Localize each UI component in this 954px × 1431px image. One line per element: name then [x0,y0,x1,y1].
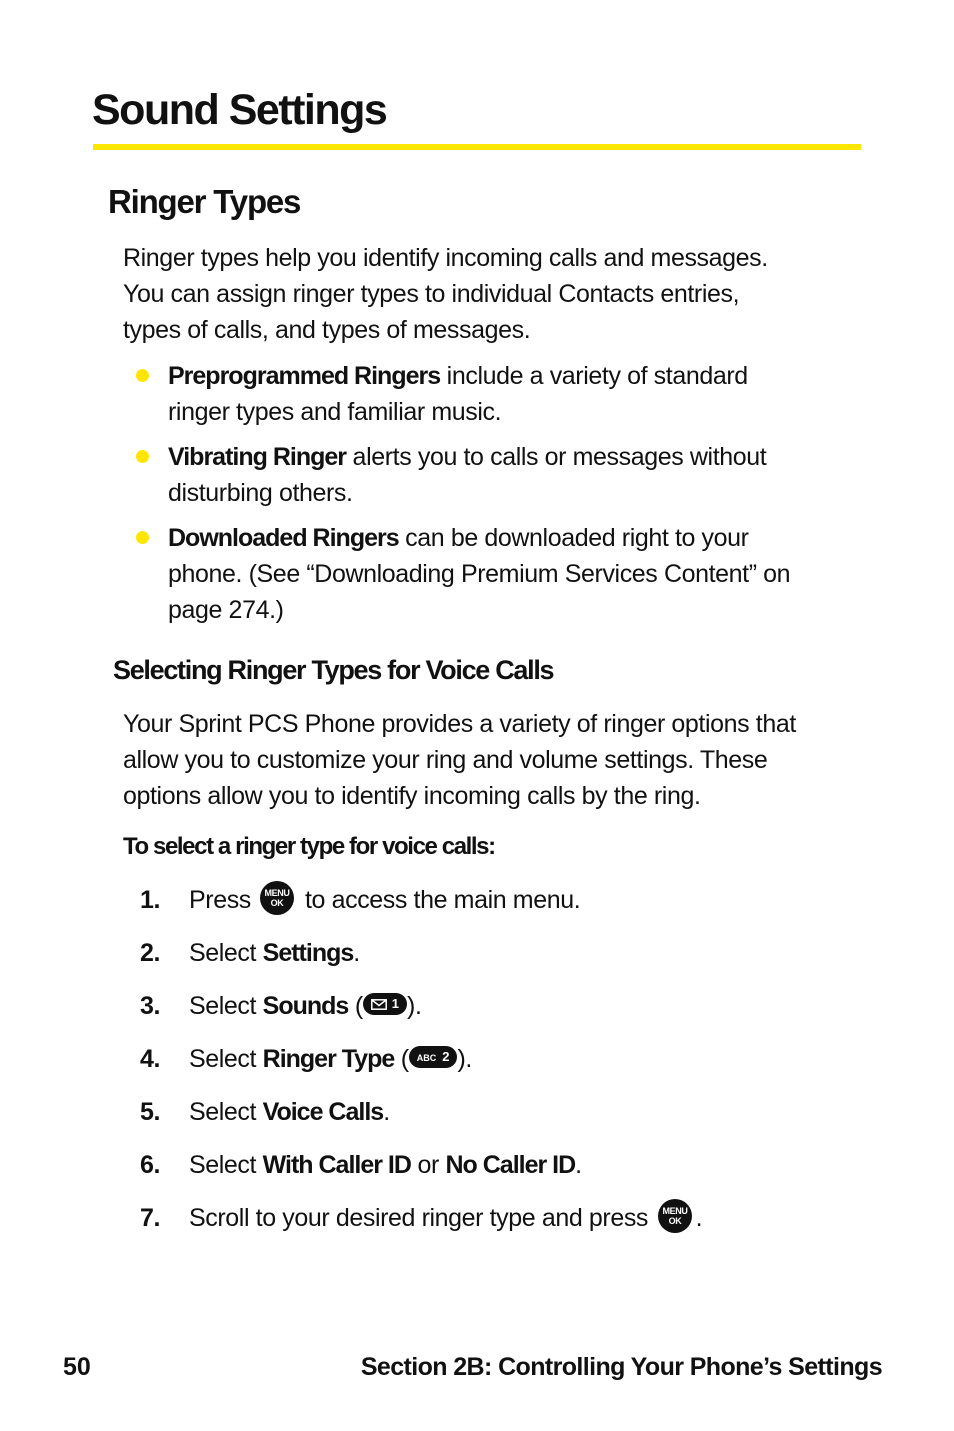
key-2-icon [409,1046,458,1068]
step-number: 4. [140,1045,161,1073]
step-text: . [575,1151,582,1179]
step-number: 1. [140,886,161,914]
step-2 [140,933,702,986]
ok-key-label: OK [271,898,284,909]
step-text: Scroll to your desired ringer type and press [189,1204,655,1232]
menu-ok-key-icon [658,1199,692,1233]
step-number: 3. [140,992,161,1020]
step-text: ). [407,992,422,1020]
step-text: Select [189,1045,263,1073]
step-text: Select [189,939,263,967]
step-number: 6. [140,1151,161,1179]
step-text: . [383,1098,390,1126]
bullet-term: Vibrating Ringer [168,443,347,471]
step-7 [140,1198,702,1251]
menu-item-name: With Caller ID [262,1151,411,1179]
paragraph-line: allow you to customize your ring and volume settings. These [123,746,768,774]
bullet-text: page 274.) [168,596,284,624]
bullet-term: Preprogrammed Ringers [168,362,441,390]
page-number: 50 [63,1353,91,1381]
bullet-text: disturbing others. [168,479,353,507]
procedure-lead-in: To select a ringer type for voice calls: [123,833,495,860]
step-text: to access the main menu. [298,886,581,914]
menu-item-name: No Caller ID [445,1151,576,1179]
step-text: Select [189,992,263,1020]
ringer-type-list [123,358,883,637]
bullet-text: phone. (See “Downloading Premium Services Content” on [168,560,791,588]
list-item [123,358,883,430]
bullet-term: Downloaded Ringers [168,524,399,552]
step-text: ). [457,1045,472,1073]
list-item [123,520,883,628]
page-title: Sound Settings [92,86,387,134]
section-heading: Ringer Types [108,183,301,220]
step-text: ( [394,1045,409,1073]
menu-item-name: Voice Calls [262,1098,384,1126]
intro-line: You can assign ringer types to individual Contacts entries, [123,280,740,308]
list-item [123,439,883,511]
bullet-text: include a variety of standard [440,362,748,390]
menu-item-name: Settings [262,939,354,967]
bullet-icon [136,450,149,463]
subsection-paragraph [123,706,883,814]
key-label: 2 [442,1049,450,1065]
menu-ok-key-icon [260,881,294,915]
bullet-text: can be downloaded right to your [398,524,749,552]
step-text: Select [189,1098,263,1126]
step-6 [140,1145,702,1198]
step-text: ( [348,992,363,1020]
bullet-text: ringer types and familiar music. [168,398,502,426]
step-text: . [695,1204,703,1232]
step-number: 7. [140,1204,161,1232]
paragraph-line: options allow you to identify incoming calls by the ring. [123,782,701,810]
step-text: Press [189,886,258,914]
bullet-text: alerts you to calls or messages without [346,443,767,471]
envelope-icon [371,999,387,1010]
menu-key-label: MENU [265,888,290,899]
key-1-icon [363,993,407,1015]
subsection-heading: Selecting Ringer Types for Voice Calls [113,655,554,685]
step-4 [140,1039,702,1092]
bullet-icon [136,369,149,382]
step-text: . [353,939,360,967]
step-number: 5. [140,1098,161,1126]
intro-line: Ringer types help you identify incoming calls and messages. [123,244,768,272]
step-text: or [410,1151,446,1179]
intro-paragraph [123,240,863,348]
footer-section-title: Section 2B: Controlling Your Phone’s Settings [360,1353,882,1381]
step-text: Select [189,1151,263,1179]
menu-item-name: Sounds [262,992,349,1020]
step-5 [140,1092,702,1145]
menu-item-name: Ringer Type [262,1045,395,1073]
ok-key-label: OK [668,1216,681,1227]
step-1 [140,880,702,933]
procedure-steps [140,880,702,1251]
key-label: 1 [391,996,400,1012]
menu-key-label: MENU [662,1206,688,1217]
step-number: 2. [140,939,161,967]
step-3 [140,986,702,1039]
paragraph-line: Your Sprint PCS Phone provides a variety of ringer options that [123,710,796,738]
intro-line: types of calls, and types of messages. [123,316,531,344]
key-sublabel: ABC [416,1053,437,1064]
title-rule [93,144,861,150]
bullet-icon [136,531,149,544]
